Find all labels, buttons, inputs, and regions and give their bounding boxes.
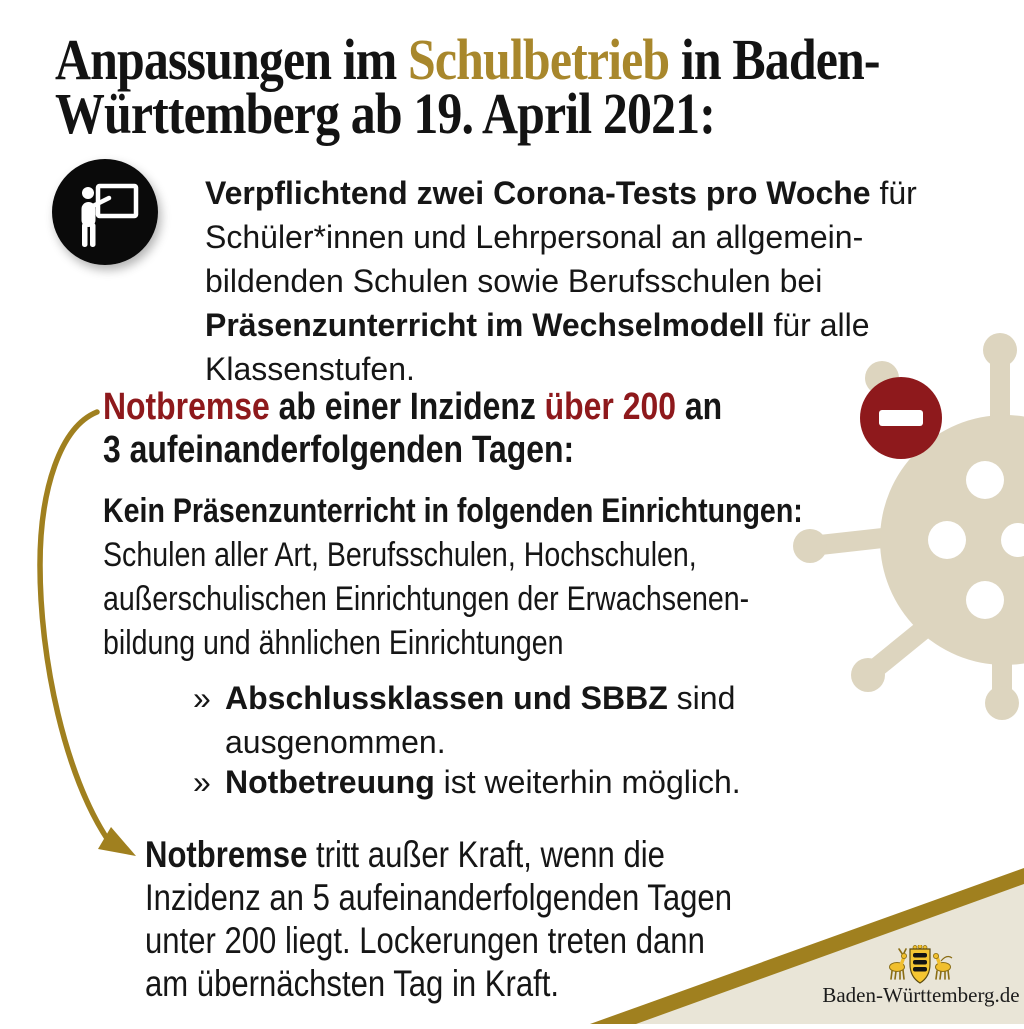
intro-text: für alle — [764, 307, 870, 343]
exception-text: sind — [667, 680, 736, 716]
notbremse-keyword: Notbremse — [103, 386, 270, 428]
list-item — [193, 676, 735, 764]
incidence-threshold: über 200 — [544, 386, 676, 428]
teacher-icon — [52, 159, 158, 265]
intro-bold: Präsenzunterricht im Wechselmodell — [205, 307, 765, 343]
rule-text: an — [675, 386, 723, 428]
intro-paragraph — [205, 171, 917, 391]
release-text: am übernächsten Tag in Kraft. — [145, 963, 560, 1004]
no-presence-text: Schulen aller Art, Berufsschulen, Hochschulen, — [103, 536, 697, 574]
exception-text: ausgenommen. — [225, 724, 446, 760]
minus-bar — [879, 410, 923, 426]
exception-text: ist weiterhin möglich. — [434, 764, 741, 800]
exception-bold: Notbetreuung — [225, 764, 435, 800]
exception-bold: Abschlussklassen und SBBZ — [225, 680, 668, 716]
title-highlight: Schulbetrieb — [408, 27, 670, 92]
bullet-marker: » — [193, 680, 211, 716]
bullet-marker: » — [193, 764, 211, 800]
page-title — [55, 27, 880, 146]
rule-text: 3 aufeinanderfolgenden Tagen: — [103, 429, 575, 471]
release-paragraph — [145, 833, 732, 1005]
notbremse-rule-heading — [103, 386, 722, 472]
intro-text: bildenden Schulen sowie Berufsschulen bei — [205, 263, 823, 299]
list-item — [193, 760, 741, 804]
no-presence-section — [103, 489, 803, 665]
notbremse-keyword: Notbremse — [145, 834, 308, 875]
title-text: Anpassungen im — [55, 27, 409, 92]
release-text: tritt außer Kraft, wenn die — [307, 834, 665, 875]
intro-text: Schüler*innen und Lehrpersonal an allgemein- — [205, 219, 864, 255]
title-line2: Württemberg ab 19. April 2021: — [55, 81, 715, 146]
intro-text: Klassenstufen. — [205, 351, 415, 387]
release-text: Inzidenz an 5 aufeinanderfolgenden Tagen — [145, 877, 732, 918]
title-text: in Baden- — [669, 27, 880, 92]
no-presence-text: außerschulischen Einrichtungen der Erwachsenen- — [103, 580, 750, 618]
intro-text: für — [870, 175, 917, 211]
no-presence-text: bildung und ähnlichen Einrichtungen — [103, 624, 564, 662]
release-text: unter 200 liegt. Lockerungen treten dann — [145, 920, 705, 961]
rule-text: ab einer Inzidenz — [269, 386, 545, 428]
intro-bold: Verpflichtend zwei Corona-Tests pro Woche — [205, 175, 871, 211]
no-presence-heading: Kein Präsenzunterricht in folgenden Einrichtungen: — [103, 492, 803, 530]
footer-site-text: Baden-Württemberg.de — [822, 983, 1020, 1007]
